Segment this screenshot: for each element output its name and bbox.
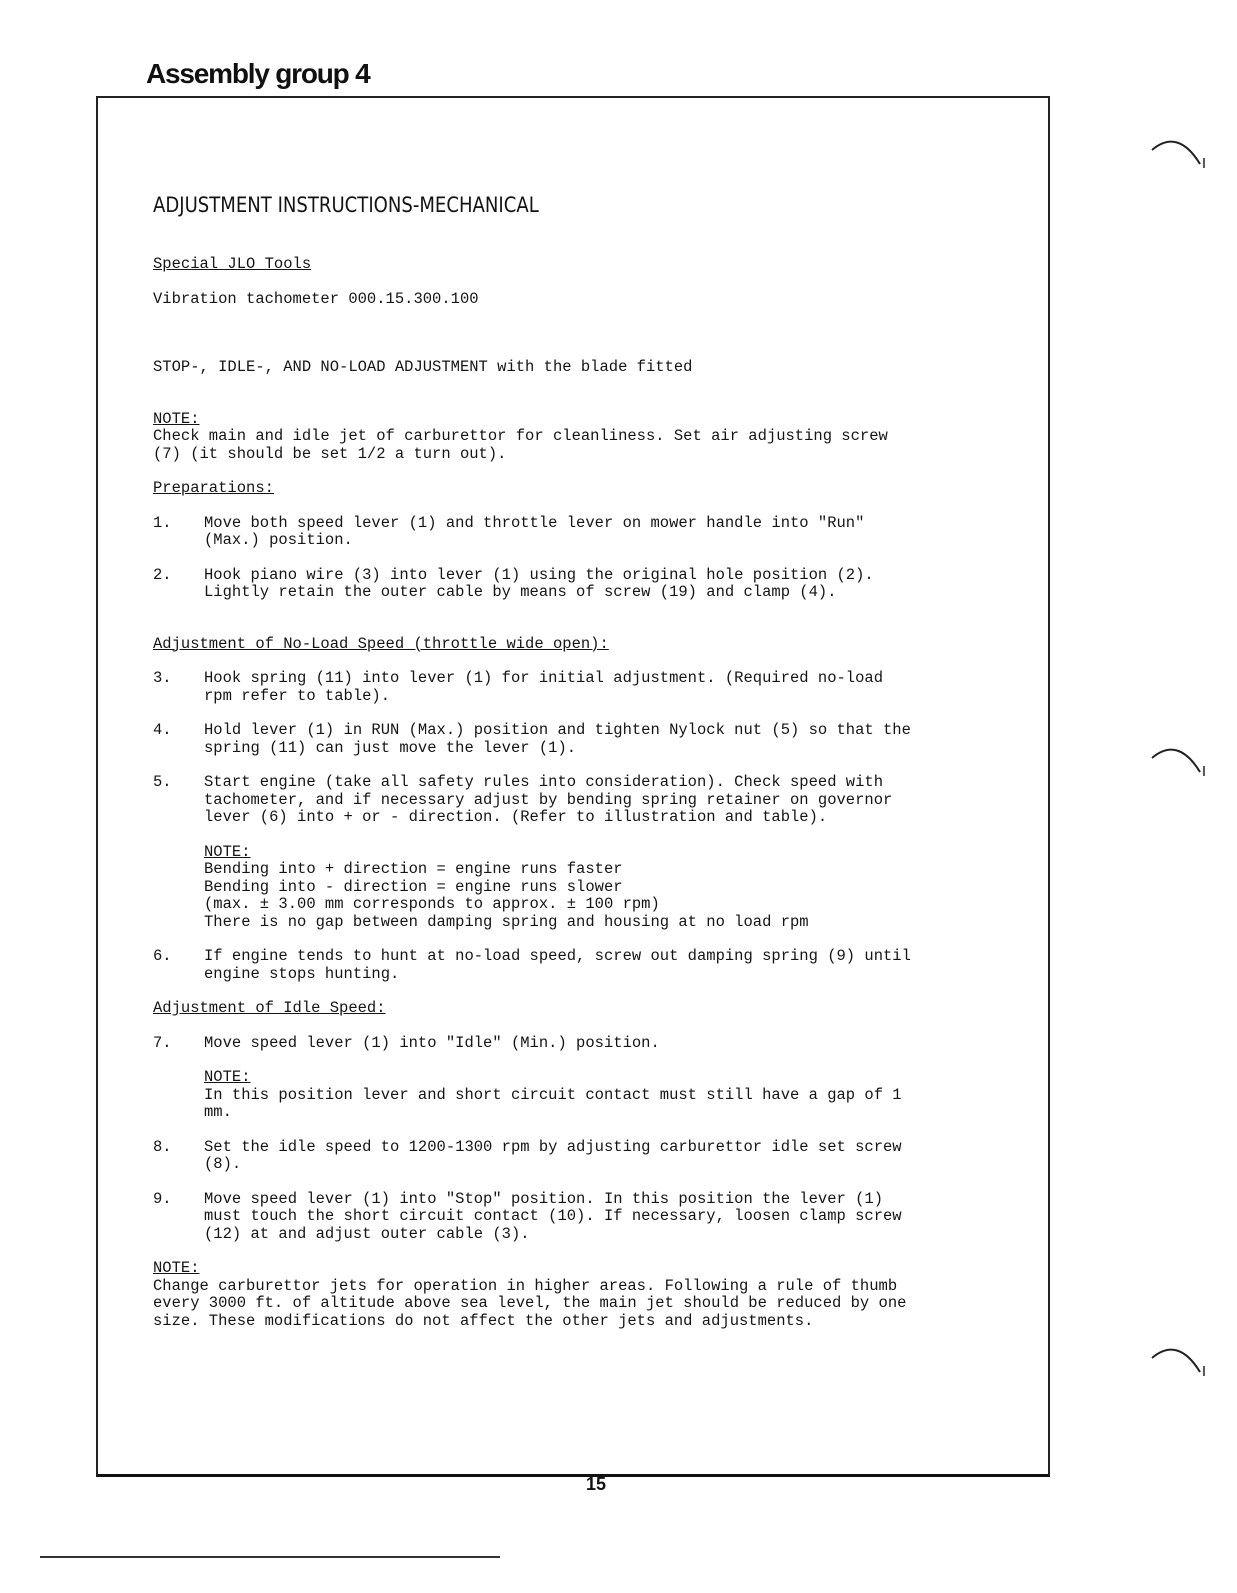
- item-number: 4.: [153, 721, 172, 739]
- spacer: [153, 602, 1003, 636]
- item-number: 6.: [153, 947, 172, 965]
- spacer: [153, 1018, 1003, 1035]
- preparations-heading: Preparations:: [153, 479, 274, 497]
- spacer: [153, 1052, 1003, 1069]
- spacer: [153, 653, 1003, 670]
- punch-hole-arc-icon: [1150, 1342, 1206, 1382]
- spacer: [153, 931, 1003, 948]
- punch-hole-arc-icon: [1150, 134, 1206, 174]
- note-text: Check main and idle jet of carburettor for cleanliness. Set air adjusting screw (7) (it should be set 1/2 a turn out).: [153, 427, 888, 463]
- item-number: 5.: [153, 773, 172, 791]
- spacer: [153, 827, 1003, 844]
- item-text: Move speed lever (1) into "Stop" position. In this position the lever (1) must touch the short circuit contact (10). If necessary, loosen clamp screw (12) at and adjust outer cable (3).: [204, 1189, 902, 1243]
- list-item: [153, 1139, 1003, 1174]
- note-block: [153, 844, 1003, 932]
- punch-hole-arc-icon: [1150, 742, 1206, 782]
- tools-heading: Special JLO Tools: [153, 255, 312, 273]
- spacer: [153, 1174, 1003, 1191]
- stop-idle-heading: STOP-, IDLE-, AND NO-LOAD ADJUSTMENT with the blade fitted: [153, 358, 693, 376]
- list-item: [153, 567, 1003, 602]
- list-item: [153, 515, 1003, 550]
- spacer: [153, 498, 1003, 515]
- tools-line: Vibration tachometer 000.15.300.100: [153, 289, 479, 308]
- note-label: NOTE:: [153, 409, 200, 428]
- item-text: Hook piano wire (3) into lever (1) using the original hole position (2). Lightly retain the outer cable by means of screw (19) and clamp (4).: [204, 565, 874, 601]
- spacer: [153, 705, 1003, 722]
- list-item: [153, 948, 1003, 983]
- note-label: NOTE:: [204, 842, 251, 861]
- note-label: NOTE:: [204, 1068, 251, 1086]
- spacer: [153, 550, 1003, 567]
- item-number: 2.: [153, 565, 172, 584]
- scan-edge-line: [40, 1556, 500, 1558]
- note-block: [153, 1069, 1003, 1122]
- note-text: In this position lever and short circuit contact must still have a gap of 1 mm.: [204, 1085, 902, 1121]
- document-title: ADJUSTMENT INSTRUCTIONS-MECHANICAL: [153, 193, 539, 217]
- item-text: Move both speed lever (1) and throttle lever on mower handle into "Run" (Max.) position.: [204, 513, 865, 549]
- note-text: Bending into + direction = engine runs faster Bending into - direction = engine runs slower (max. ± 3.00 mm corresponds to approx. ± 100 rpm) There is no gap between damping spring and housing at no load rpm: [204, 860, 809, 931]
- spacer: [153, 983, 1003, 1000]
- item-text: Hold lever (1) in RUN (Max.) position and tighten Nylock nut (5) so that the spring (11) can just move the lever (1).: [204, 721, 911, 757]
- list-item: [153, 722, 1003, 757]
- spacer: [153, 1243, 1003, 1260]
- spacer: [153, 308, 1003, 359]
- note-text: Change carburettor jets for operation in higher areas. Following a rule of thumb every 3000 ft. of altitude above sea level, the main jet should be reduced by one size. These modifications do not affect the other jets and adjustments.: [153, 1276, 907, 1330]
- item-number: 7.: [153, 1033, 172, 1052]
- item-number: 1.: [153, 513, 172, 532]
- list-item: [153, 1035, 1003, 1053]
- item-text: Move speed lever (1) into "Idle" (Min.) position.: [204, 1033, 660, 1052]
- document-body: [153, 190, 1003, 1330]
- spacer: [153, 274, 1003, 291]
- page-number: 15: [586, 1474, 607, 1494]
- spacer: [153, 377, 1003, 411]
- item-text: If engine tends to hunt at no-load speed, screw out damping spring (9) until engine stops hunting.: [204, 947, 911, 983]
- list-item: [153, 670, 1003, 705]
- note-label: NOTE:: [153, 1259, 200, 1277]
- list-item: [153, 774, 1003, 827]
- no-load-heading: Adjustment of No-Load Speed (throttle wide open):: [153, 634, 609, 653]
- idle-heading: Adjustment of Idle Speed:: [153, 999, 386, 1017]
- spacer: [153, 1122, 1003, 1139]
- item-text: Set the idle speed to 1200-1300 rpm by adjusting carburettor idle set screw (8).: [204, 1137, 902, 1173]
- list-item: [153, 1191, 1003, 1244]
- item-number: 9.: [153, 1189, 172, 1208]
- page-header: Assembly group 4: [146, 58, 370, 89]
- item-text: Start engine (take all safety rules into consideration). Check speed with tachometer, and if necessary adjust by bending spring retainer on governor lever (6) into + or - direction. (Refer to illustration and table).: [204, 773, 893, 826]
- item-number: 8.: [153, 1137, 172, 1156]
- item-number: 3.: [153, 669, 172, 687]
- spacer: [153, 463, 1003, 480]
- item-text: Hook spring (11) into lever (1) for initial adjustment. (Required no-load rpm refer to table).: [204, 669, 884, 705]
- spacer: [153, 757, 1003, 774]
